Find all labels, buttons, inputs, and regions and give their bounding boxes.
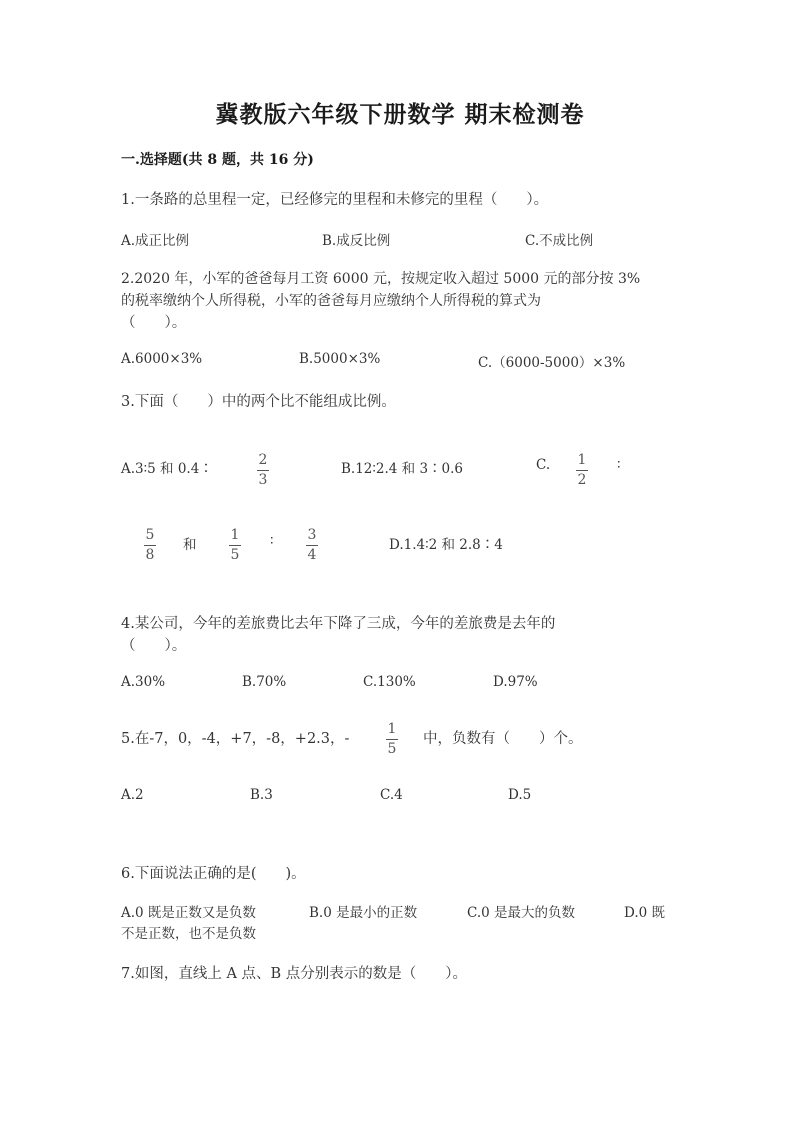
question-3-option-d: D.1.4∶2 和 2.8∶4 — [389, 537, 503, 553]
question-5-stem: 5.在-7，0，-4，+7，-8，+2.3，- — [121, 731, 350, 747]
question-4-option-d: D.97% — [493, 674, 538, 690]
question-2-option-c: C.（6000-5000）×3% — [478, 355, 626, 371]
question-6-option-a: A.0 既是正数又是负数 — [121, 905, 256, 921]
question-3-option-c-fraction-4 — [306, 527, 318, 564]
question-5-option-a: A.2 — [121, 787, 144, 803]
question-6-option-d-continued: 不是正数，也不是负数 — [121, 926, 256, 942]
question-1-option-a: A.成正比例 — [121, 233, 190, 249]
question-1-stem: 1.一条路的总里程一定，已经修完的里程和未修完的里程（ ）。 — [121, 192, 549, 208]
ratio-colon: ∶ — [617, 457, 621, 473]
question-4-stem-line2: （ ）。 — [121, 638, 187, 654]
question-3-option-c-fraction-2 — [144, 527, 156, 564]
fraction-denominator: 3 — [258, 472, 268, 488]
question-2-stem-line2: 的税率缴纳个人所得税，小军的爸爸每月应缴纳个人所得税的算式为 — [121, 293, 541, 309]
question-3-option-b: B.12∶2.4 和 3∶0.6 — [341, 461, 464, 477]
question-6-option-c: C.0 是最大的负数 — [467, 905, 576, 921]
fraction-denominator: 2 — [577, 472, 587, 488]
question-4-stem-line1: 4.某公司，今年的差旅费比去年下降了三成，今年的差旅费是去年的 — [121, 616, 556, 632]
fraction-bar — [144, 545, 156, 546]
fraction-denominator: 5 — [387, 741, 397, 757]
question-6-option-b: B.0 是最小的正数 — [309, 905, 418, 921]
question-2-stem-line3: （ ）。 — [121, 315, 187, 331]
question-7-stem: 7.如图，直线上 A 点、B 点分别表示的数是（ ）。 — [121, 966, 468, 982]
fraction-bar — [576, 470, 588, 471]
fraction-bar — [229, 545, 241, 546]
question-3-option-c: C. — [536, 457, 551, 473]
fraction-denominator: 4 — [307, 547, 317, 563]
question-5-stem-end: 中，负数有（ ）个。 — [423, 731, 583, 747]
fraction-bar — [386, 739, 398, 740]
page-title: 冀教版六年级下册数学 期末检测卷 — [215, 101, 585, 128]
question-4-option-b: B.70% — [242, 674, 287, 690]
fraction-numerator: 1 — [577, 452, 587, 468]
question-5-option-b: B.3 — [250, 787, 273, 803]
question-3-option-c-fraction-1 — [576, 452, 588, 489]
question-2-option-b: B.5000×3% — [299, 351, 381, 367]
fraction-bar — [257, 470, 269, 471]
question-4-option-a: A.30% — [121, 674, 166, 690]
question-1-option-c: C.不成比例 — [525, 233, 594, 249]
question-6-stem: 6.下面说法正确的是( )。 — [121, 866, 306, 882]
ratio-colon: ∶ — [270, 533, 274, 549]
question-3-option-a-fraction — [257, 452, 269, 489]
question-2-stem-line1: 2.2020 年，小军的爸爸每月工资 6000 元，按规定收入超过 5000 元的部分按 3% — [121, 271, 641, 287]
question-4-option-c: C.130% — [363, 674, 416, 690]
question-6-option-d: D.0 既 — [624, 905, 666, 921]
question-1-option-b: B.成反比例 — [322, 233, 391, 249]
fraction-numerator: 2 — [258, 452, 268, 468]
question-5-fraction — [386, 721, 398, 758]
fraction-bar — [306, 545, 318, 546]
question-3-option-a: A.3∶5 和 0.4∶ — [121, 461, 213, 477]
question-3-conjunction: 和 — [183, 537, 197, 553]
section-heading: 一.选择题(共 8 题，共 16 分) — [121, 152, 314, 168]
fraction-numerator: 1 — [387, 721, 397, 737]
fraction-numerator: 1 — [230, 527, 240, 543]
fraction-denominator: 5 — [230, 547, 240, 563]
fraction-denominator: 8 — [145, 547, 155, 563]
fraction-numerator: 3 — [307, 527, 317, 543]
question-5-option-c: C.4 — [380, 787, 403, 803]
question-5-option-d: D.5 — [508, 787, 532, 803]
question-3-stem: 3.下面（ ）中的两个比不能组成比例。 — [121, 394, 396, 410]
fraction-numerator: 5 — [145, 527, 155, 543]
question-3-option-c-fraction-3 — [229, 527, 241, 564]
question-2-option-a: A.6000×3% — [121, 351, 203, 367]
